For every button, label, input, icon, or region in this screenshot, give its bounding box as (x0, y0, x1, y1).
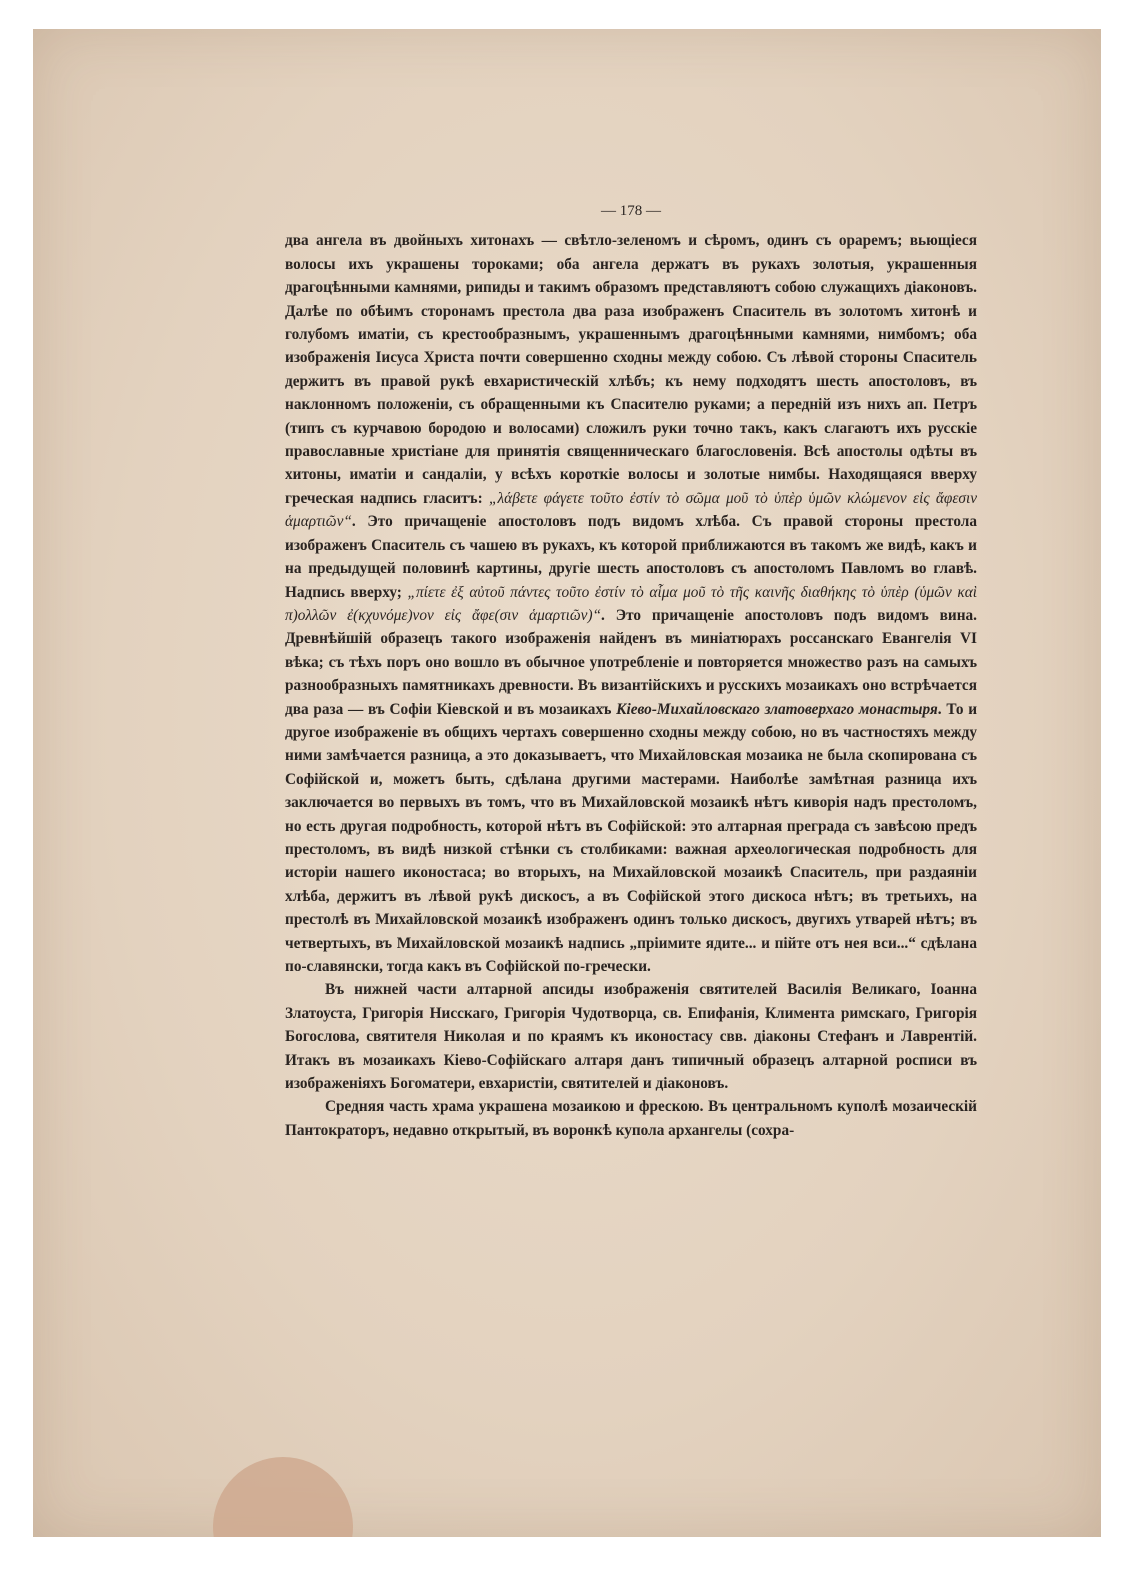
body-text: . То и другое изображеніе въ общихъ чертахъ совершенно сходны между собою, но въ частностяхъ между ними замѣчается разница, а это доказываетъ, что Михайловская мозаика не была скопирована съ Софійской и, можетъ быть, сдѣлана другими мастерами. Наиболѣе замѣтная разница ихъ заключается во первыхъ въ томъ, что въ Михайловской мозаикѣ нѣтъ киворія надъ престоломъ, но есть другая подробность, которой нѣтъ въ Софійской: это алтарная преграда съ завѣсою предъ престоломъ, въ видѣ низкой стѣнки съ столбиками: важная археологическая подробность для исторіи нашего иконостаса; во вторыхъ, на Михайловской мозаикѣ Спаситель, при раздаяніи хлѣба, держитъ въ лѣвой рукѣ дискосъ, а въ Софійской этого дискоса нѣтъ; въ третьихъ, на престолѣ въ Михайловской мозаикѣ изображенъ одинъ только дискосъ, двугихъ утварей нѣтъ; въ четвертыхъ, въ Михайловской мозаикѣ надпись „пріимите ядите... и пійте отъ нея вси...“ сдѣлана по-славянски, тогда какъ въ Софійской по-гречески. (285, 700, 978, 975)
body-text: Средняя часть храма украшена мозаикою и фрескою. Въ центральномъ куполѣ мозаическій Пантократоръ, недавно открытый, въ воронкѣ купола архангелы (сохра- (285, 1098, 977, 1139)
greek-inscription: „πίετε ἐξ αὐτοῦ πάντες τοῦτο ἐστίν τὸ αἷμα μοῦ τὸ τῆς καινῆς διαθήκης τὸ ὑπὲρ (ὑμῶν καὶ π)ολλῶν ἐ(κχυνόμε)νον εἰς ἄφε(σιν ἁμαρτιῶν)“ (285, 583, 977, 624)
italic-text: Кіево-Михайловскаго златоверхаго монастыря (616, 700, 938, 718)
greek-inscription: „λάβετε φάγετε τοῦτο ἐστίν τὸ σῶμα μοῦ τὸ ὑπὲρ ὑμῶν κλώμενον εἰς ἄφεσιν ἁμαρτιῶν“ (285, 489, 977, 531)
body-text: два ангела въ двойныхъ хитонахъ — свѣтло-зеленомъ и сѣромъ, одинъ съ ораремъ; вьющіеся волосы ихъ украшены тороками; оба ангела держатъ въ рукахъ золотыя, украшенныя драгоцѣнными камнями, рипиды и такимъ образомъ представляютъ собою служащихъ діаконовъ. Далѣе по обѣимъ сторонамъ престола два раза изображенъ Спаситель въ золотомъ хитонѣ и голубомъ иматіи, съ крестообразнымъ, украшеннымъ драгоцѣнными камнями, нимбомъ; оба изображенія Іисуса Христа почти совершенно сходны между собою. Съ лѣвой стороны Спаситель держитъ въ правой рукѣ евхаристическій хлѣбъ; къ нему подходятъ шесть апостоловъ, въ наклонномъ положеніи, съ обращенными къ Спасителю руками; а передній изъ нихъ ап. Петръ (типъ съ курчавою бородою и волосами) сложилъ руки точно такъ, какъ слагаютъ ихъ русскіе православные христіане для принятія священническаго благословенія. Всѣ апостолы одѣты въ хитоны, иматіи и сандаліи, у всѣхъ короткіе волосы и золотые нимбы. Находящаяся вверху греческая надпись гласитъ: (285, 232, 977, 507)
body-text: . Это причащеніе апостоловъ подъ видомъ хлѣба. Съ правой стороны престола изображенъ Спаситель съ чашею въ рукахъ, къ которой приближаются въ такомъ же видѣ, какъ и на предыдущей половинѣ картины, другіе шесть апостоловъ съ апостоломъ Павломъ во главѣ. Надпись вверху; (285, 513, 977, 601)
page-number: — 178 — (601, 203, 661, 219)
text-block (285, 200, 977, 1142)
paragraph (285, 978, 977, 1095)
paragraph (285, 229, 977, 978)
paragraph (285, 1095, 977, 1142)
paragraphs (285, 229, 977, 1142)
body-text: . Это причащеніе апостоловъ подъ видомъ вина. Древнѣйшій образецъ такого изображенія найденъ въ миніатюрахъ россанскаго Евангелія VI вѣка; съ тѣхъ поръ оно вошло въ обычное употребленіе и повторяется множество разъ на самыхъ разнообразныхъ памятникахъ древности. Въ византійскихъ и русскихъ мозаикахъ оно встрѣчается два раза — въ Софіи Кіевской и въ мозаикахъ (285, 606, 977, 718)
body-text: Въ нижней части алтарной апсиды изображенія святителей Василія Великаго, Іоанна Златоуста, Григорія Нисскаго, Григорія Чудотворца, св. Епифанія, Климента римскаго, Григорія Богослова, святителя Николая и по краямъ къ иконостасу свв. діаконы Стефанъ и Лаврентій. Итакъ въ мозаикахъ Кіево-Софійскаго алтаря данъ типичный образецъ алтарной росписи въ изображеніяхъ Богоматери, евхаристіи, святителей и діаконовъ. (285, 981, 977, 1093)
